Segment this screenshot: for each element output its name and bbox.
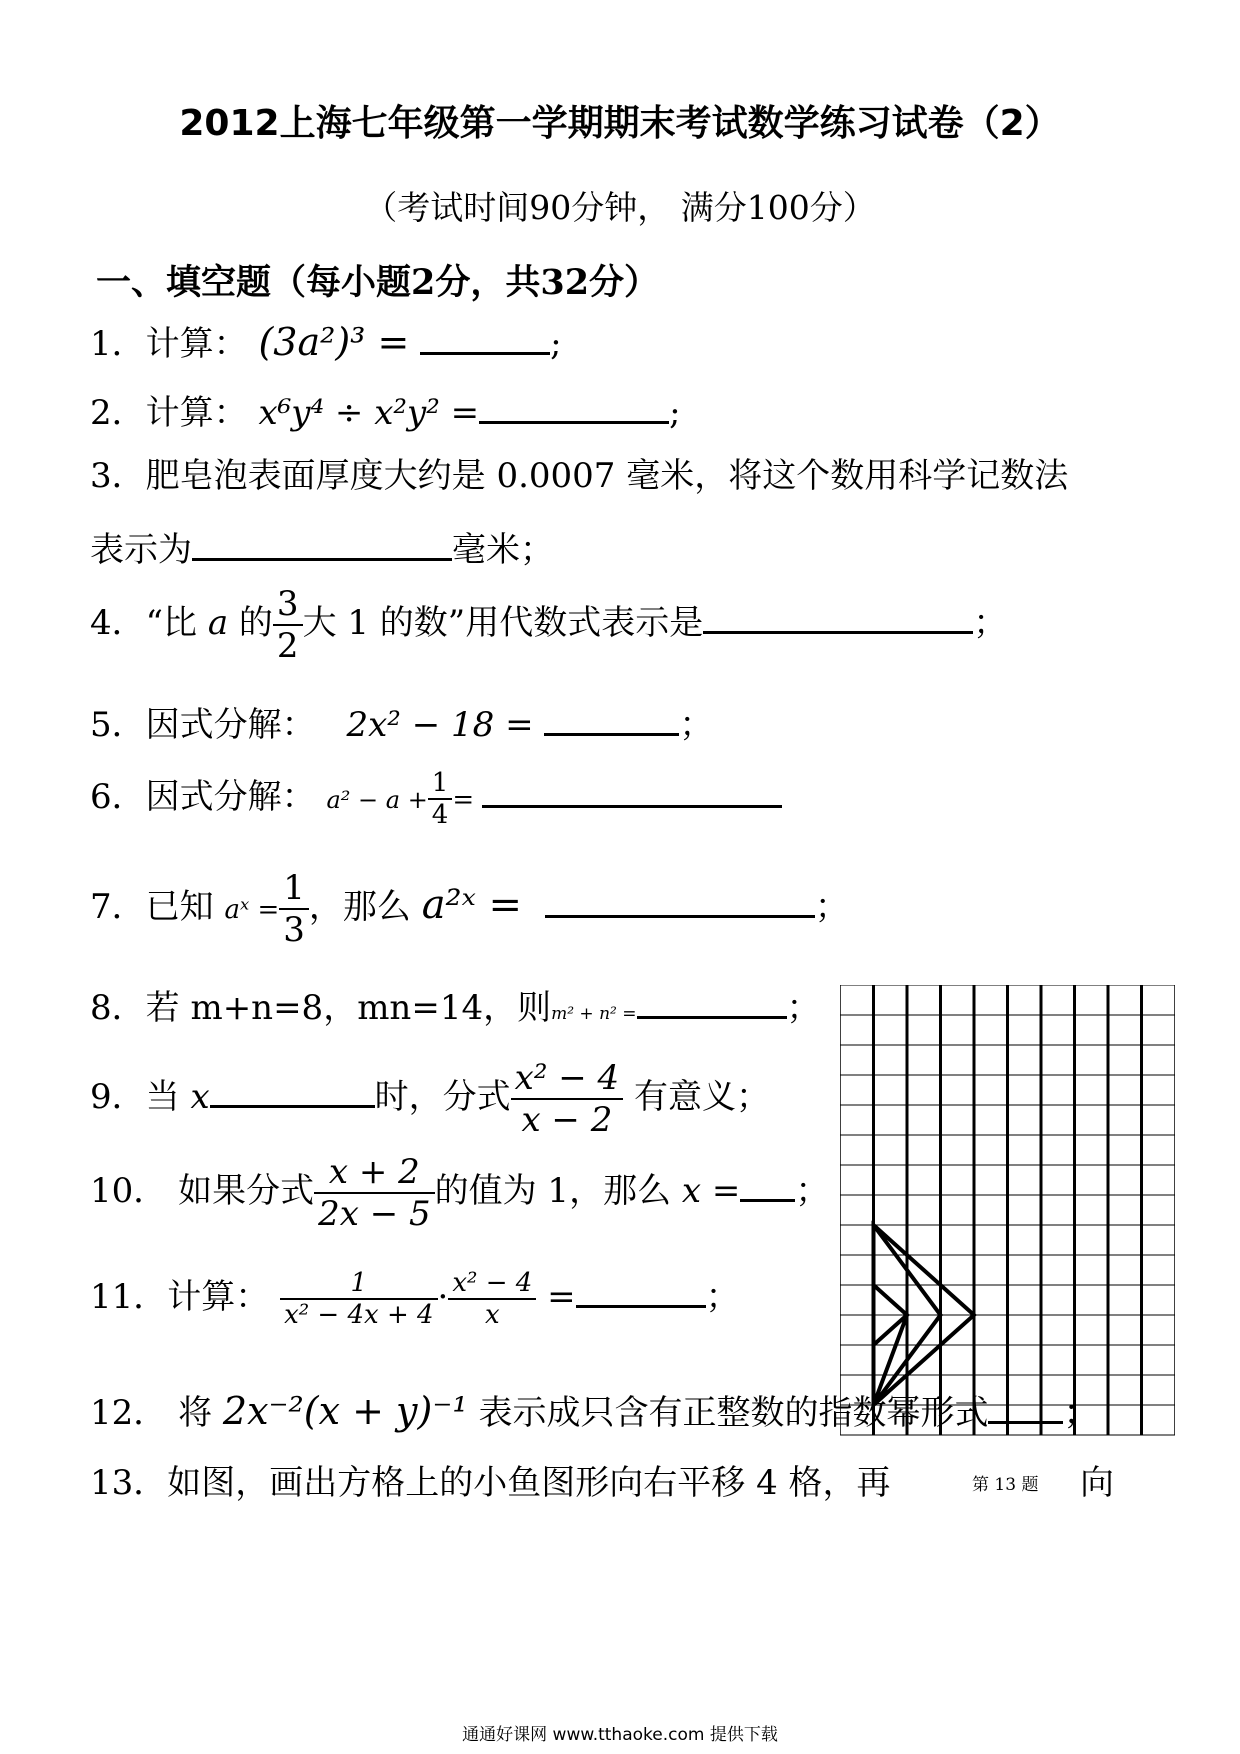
question-text: 的值为 1，那么	[434, 1171, 672, 1211]
question-number: 2．	[90, 393, 146, 433]
question-4	[90, 584, 1007, 666]
question-text: 4．“比	[90, 603, 198, 643]
fraction	[428, 768, 453, 830]
question-number: 12．	[90, 1393, 168, 1433]
question-2	[90, 385, 681, 434]
variable: a	[207, 603, 229, 643]
fraction	[280, 1268, 437, 1330]
answer-blank[interactable]	[637, 990, 787, 1019]
punctuation: ；	[814, 887, 849, 927]
question-5	[90, 697, 713, 746]
punctuation: ；	[786, 988, 821, 1028]
math-expression: x =	[681, 1171, 741, 1211]
question-text: 当	[145, 1077, 180, 1117]
numerator: 1	[280, 1268, 437, 1300]
math-expression: a² − a +	[326, 786, 428, 814]
math-expression: x⁶y⁴ ÷ x²y² =	[258, 393, 480, 433]
question-text: 计算：	[145, 393, 248, 433]
numerator: x + 2	[314, 1152, 435, 1194]
numerator: x² − 4	[511, 1058, 624, 1100]
math-expression: (3a²)³ =	[258, 320, 410, 364]
denominator: 4	[431, 800, 449, 830]
question-number: 11．	[90, 1277, 168, 1317]
question-text: 向	[1080, 1463, 1114, 1503]
numerator: 1	[428, 768, 453, 800]
question-10	[90, 1152, 829, 1234]
question-1	[90, 316, 562, 365]
punctuation: ；	[679, 705, 714, 745]
question-text: 计算：	[167, 1277, 270, 1317]
question-text: 13．如图，画出方格上的小鱼图形向右平移 4 格，再	[90, 1463, 891, 1503]
question-text: 毫米；	[452, 530, 554, 570]
question-number: 5．	[90, 705, 146, 745]
numerator: x² − 4	[448, 1268, 536, 1300]
math-expression: 2x² − 18 =	[346, 705, 534, 745]
punctuation: ;	[669, 393, 681, 433]
page-title: 2012上海七年级第一学期期末考试数学练习试卷（2）	[179, 103, 1061, 144]
answer-blank[interactable]	[192, 532, 452, 561]
answer-blank[interactable]	[545, 889, 815, 918]
question-text: 有意义；	[634, 1077, 770, 1117]
question-number: 7．	[90, 887, 146, 927]
question-8	[90, 980, 821, 1029]
denominator: x − 2	[521, 1100, 613, 1140]
question-text: 将	[178, 1393, 213, 1433]
denominator: 2	[276, 626, 299, 666]
punctuation: ；	[1063, 1393, 1098, 1433]
denominator: x	[485, 1300, 500, 1330]
question-number: 6．	[90, 777, 146, 817]
question-11	[90, 1268, 740, 1330]
answer-blank[interactable]	[576, 1279, 706, 1308]
question-9	[90, 1058, 770, 1140]
math-expression: a²ˣ =	[421, 882, 522, 928]
question-text: 大 1 的数”用代数式表示是	[302, 603, 704, 643]
fraction	[314, 1152, 435, 1234]
equals-sign: =	[452, 785, 475, 815]
denominator: 3	[283, 910, 305, 950]
fraction	[511, 1058, 624, 1140]
answer-blank[interactable]	[210, 1079, 375, 1108]
answer-blank[interactable]	[544, 707, 679, 736]
question-3-line1: 3．肥皂泡表面厚度大约是 0.0007 毫米，将这个数用科学记数法	[90, 456, 1069, 496]
punctuation: ；	[973, 603, 1008, 643]
question-number: 8．	[90, 988, 146, 1028]
fraction	[279, 868, 309, 950]
section-heading: 一、填空题（每小题2分，共32分）	[96, 262, 660, 303]
punctuation: ；	[705, 1277, 740, 1317]
question-text: 时，分式	[374, 1077, 511, 1117]
grid-lines	[840, 985, 1175, 1435]
fraction	[448, 1268, 536, 1330]
denominator: 2x − 5	[318, 1194, 431, 1234]
answer-blank[interactable]	[420, 326, 550, 355]
question-text: ，那么	[308, 887, 411, 927]
answer-blank[interactable]	[740, 1173, 795, 1202]
numerator: 3	[273, 584, 303, 626]
variable: x	[190, 1077, 210, 1117]
question-text: 已知	[145, 887, 214, 927]
question-text: 的	[238, 603, 273, 643]
math-expression: m² + n² =	[551, 1004, 637, 1024]
answer-blank[interactable]	[703, 605, 973, 634]
punctuation: ；	[795, 1171, 830, 1211]
question-7	[90, 868, 849, 950]
answer-blank[interactable]	[482, 779, 782, 808]
question-number: 9．	[90, 1077, 146, 1117]
question-text: 表示成只含有正整数的指数幂形式	[478, 1393, 989, 1433]
question-text: 表示为	[90, 530, 192, 570]
question-13	[90, 1455, 891, 1504]
figure-label: 第 13 题	[972, 1475, 1039, 1495]
footer-source: 通通好课网 www.tthaoke.com 提供下载	[462, 1725, 778, 1745]
math-expression: 2x⁻²(x + y)⁻¹	[222, 1389, 468, 1433]
denominator: x² − 4x + 4	[284, 1300, 434, 1330]
question-text: 因式分解：	[145, 777, 316, 817]
fraction	[273, 584, 303, 666]
punctuation: ;	[550, 324, 562, 364]
numerator: 1	[279, 868, 309, 910]
question-text: 若 m+n=8，mn=14，则	[145, 988, 552, 1028]
question-text: 计算：	[145, 324, 248, 364]
question-number: 10．	[90, 1171, 168, 1211]
multiply-dot: ·	[437, 1277, 449, 1317]
fish-grid-figure	[840, 985, 1175, 1445]
answer-blank[interactable]	[479, 395, 669, 424]
math-expression: aˣ =	[224, 895, 280, 925]
equals-sign: =	[547, 1277, 576, 1317]
question-6	[90, 768, 782, 830]
question-number: 1．	[90, 324, 146, 364]
question-3-line2	[90, 522, 554, 571]
question-text: 如果分式	[178, 1171, 315, 1211]
exam-info: （考试时间90分钟， 满分100分）	[364, 188, 876, 227]
question-text: 因式分解：	[145, 705, 316, 745]
